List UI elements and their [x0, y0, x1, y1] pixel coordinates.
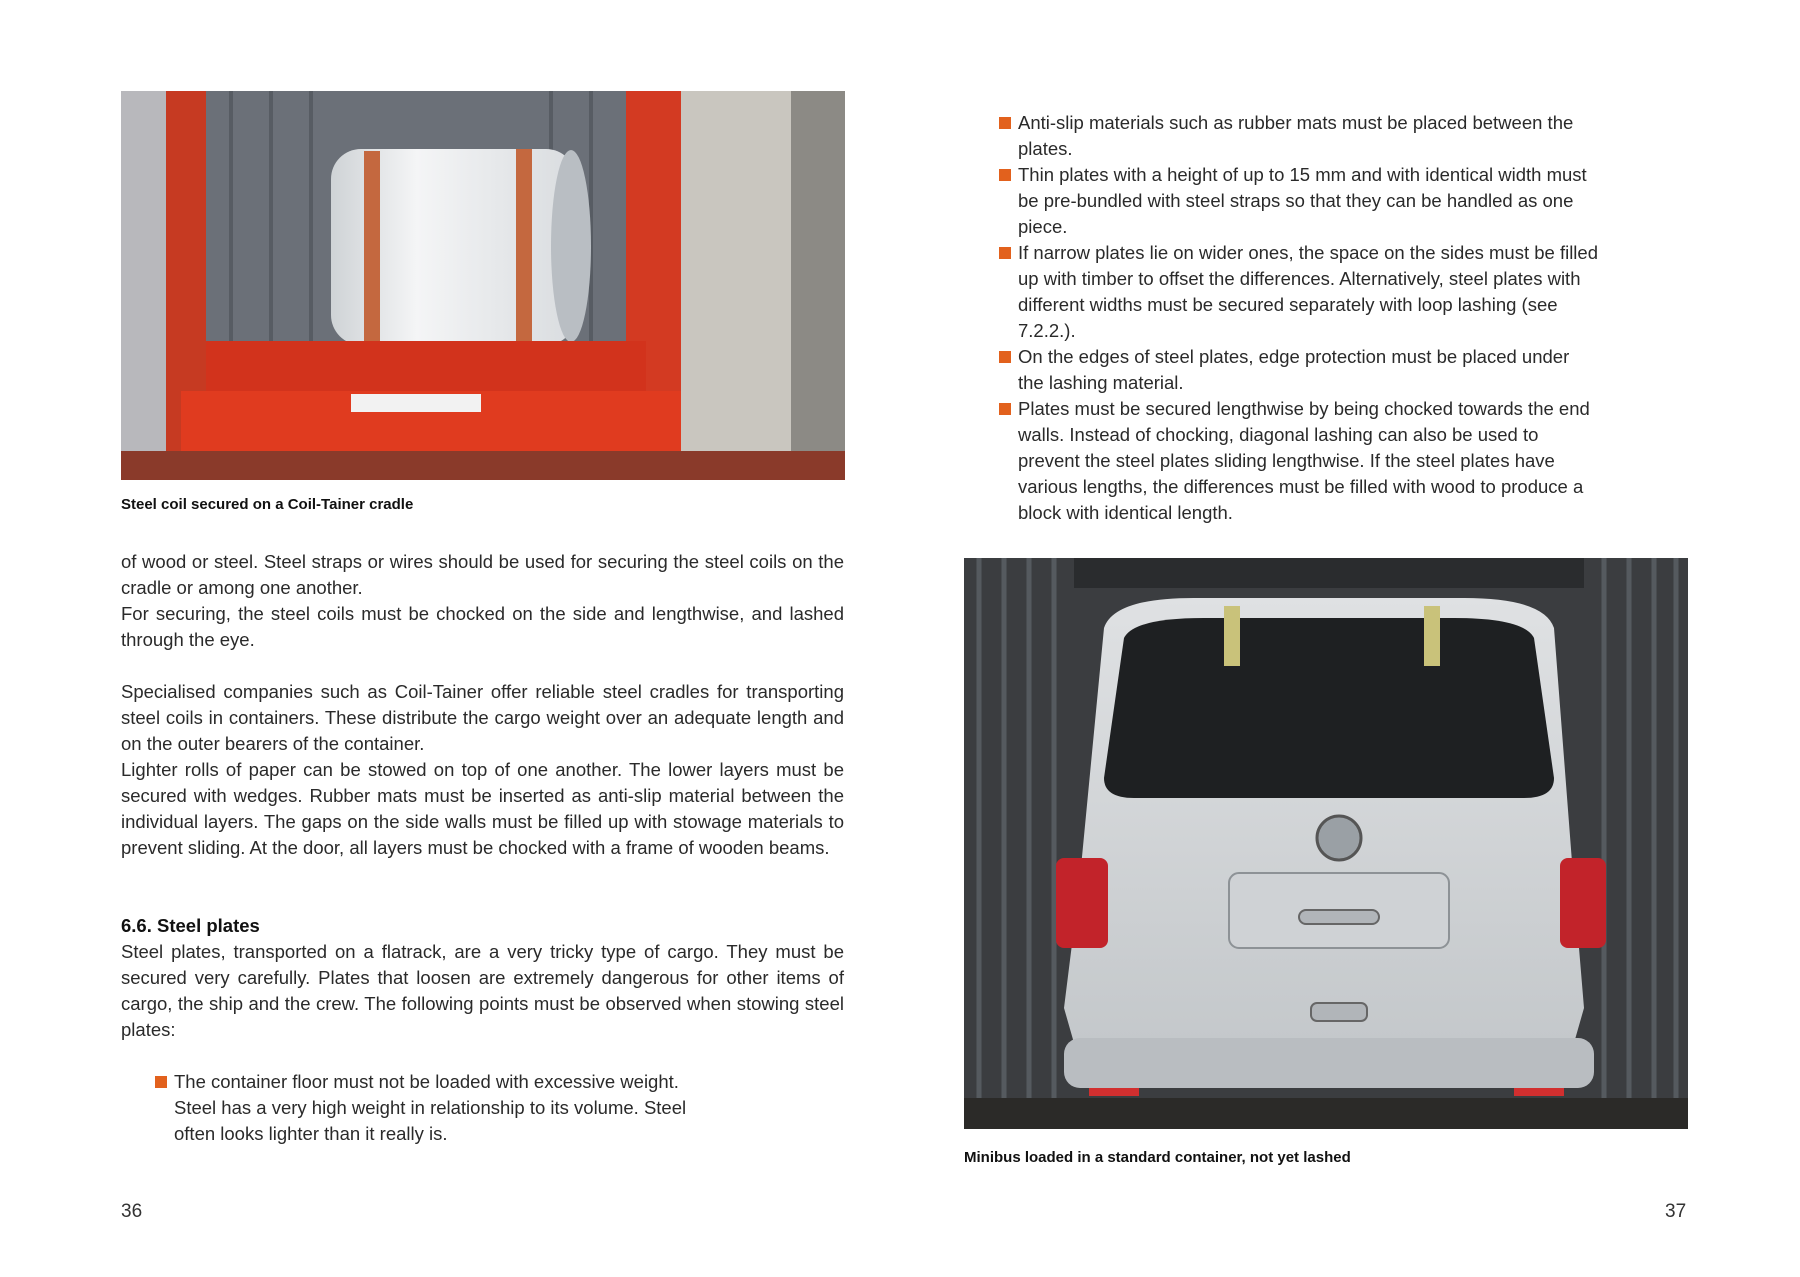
- bullet-list: [155, 1069, 700, 1147]
- steel-coil-photo: [121, 91, 845, 480]
- page-number: 37: [1665, 1201, 1687, 1222]
- right-column: [999, 110, 1599, 526]
- bullet-square-icon: [155, 1076, 167, 1088]
- list-item: Plates must be secured lengthwise by being chocked towards the end walls. Instead of chocking, diagonal lashing can also be used to prevent the steel plates sliding lengthwise. If the steel plates have various lengths, the differences must be filled with wood to produce a block with identical length.: [999, 396, 1599, 526]
- list-item: If narrow plates lie on wider ones, the space on the sides must be filled up with timber to offset the differences. Alternatively, steel plates with different widths must be secured separately with loop lashing (see 7.2.2.).: [999, 240, 1599, 344]
- page-number: 36: [121, 1201, 143, 1222]
- body-paragraph: Specialised companies such as Coil-Tainer offer reliable steel cradles for transporting steel coils in containers. These distribute the cargo weight over an adequate length and on the outer bearers of the container.: [121, 681, 844, 754]
- bullet-square-icon: [999, 117, 1011, 129]
- section-heading: 6.6. Steel plates: [121, 915, 260, 936]
- minibus-photo: [964, 558, 1688, 1129]
- list-item: On the edges of steel plates, edge protection must be placed under the lashing material.: [999, 344, 1599, 396]
- bullet-square-icon: [999, 403, 1011, 415]
- steel-coil-caption: Steel coil secured on a Coil-Tainer cradle: [121, 496, 414, 513]
- list-item: Thin plates with a height of up to 15 mm and with identical width must be pre-bundled with steel straps so that they can be handled as one piece.: [999, 162, 1599, 240]
- list-item: The container floor must not be loaded with excessive weight. Steel has a very high weight in relationship to its volume. Steel often looks lighter than it really is.: [155, 1069, 700, 1147]
- bullet-square-icon: [999, 247, 1011, 259]
- left-column: [121, 549, 844, 1147]
- section-intro: Steel plates, transported on a flatrack, are a very tricky type of cargo. They must be secured very carefully. Plates that loosen are extremely dangerous for other items of cargo, the ship and the crew. The following points must be observed when stowing steel plates:: [121, 941, 844, 1040]
- bullet-square-icon: [999, 351, 1011, 363]
- body-paragraph: of wood or steel. Steel straps or wires should be used for securing the steel coils on the cradle or among one another.: [121, 551, 844, 598]
- list-item: Anti-slip materials such as rubber mats must be placed between the plates.: [999, 110, 1599, 162]
- bullet-square-icon: [999, 169, 1011, 181]
- minibus-caption: Minibus loaded in a standard container, not yet lashed: [964, 1149, 1351, 1166]
- bullet-list: [999, 110, 1599, 526]
- body-paragraph: For securing, the steel coils must be chocked on the side and lengthwise, and lashed through the eye.: [121, 603, 844, 650]
- body-paragraph: Lighter rolls of paper can be stowed on top of one another. The lower layers must be secured with wedges. Rubber mats must be inserted as anti-slip material between the individual layers. The gaps on the side walls must be filled up with stowage materials to prevent sliding. At the door, all layers must be chocked with a frame of wooden beams.: [121, 759, 844, 858]
